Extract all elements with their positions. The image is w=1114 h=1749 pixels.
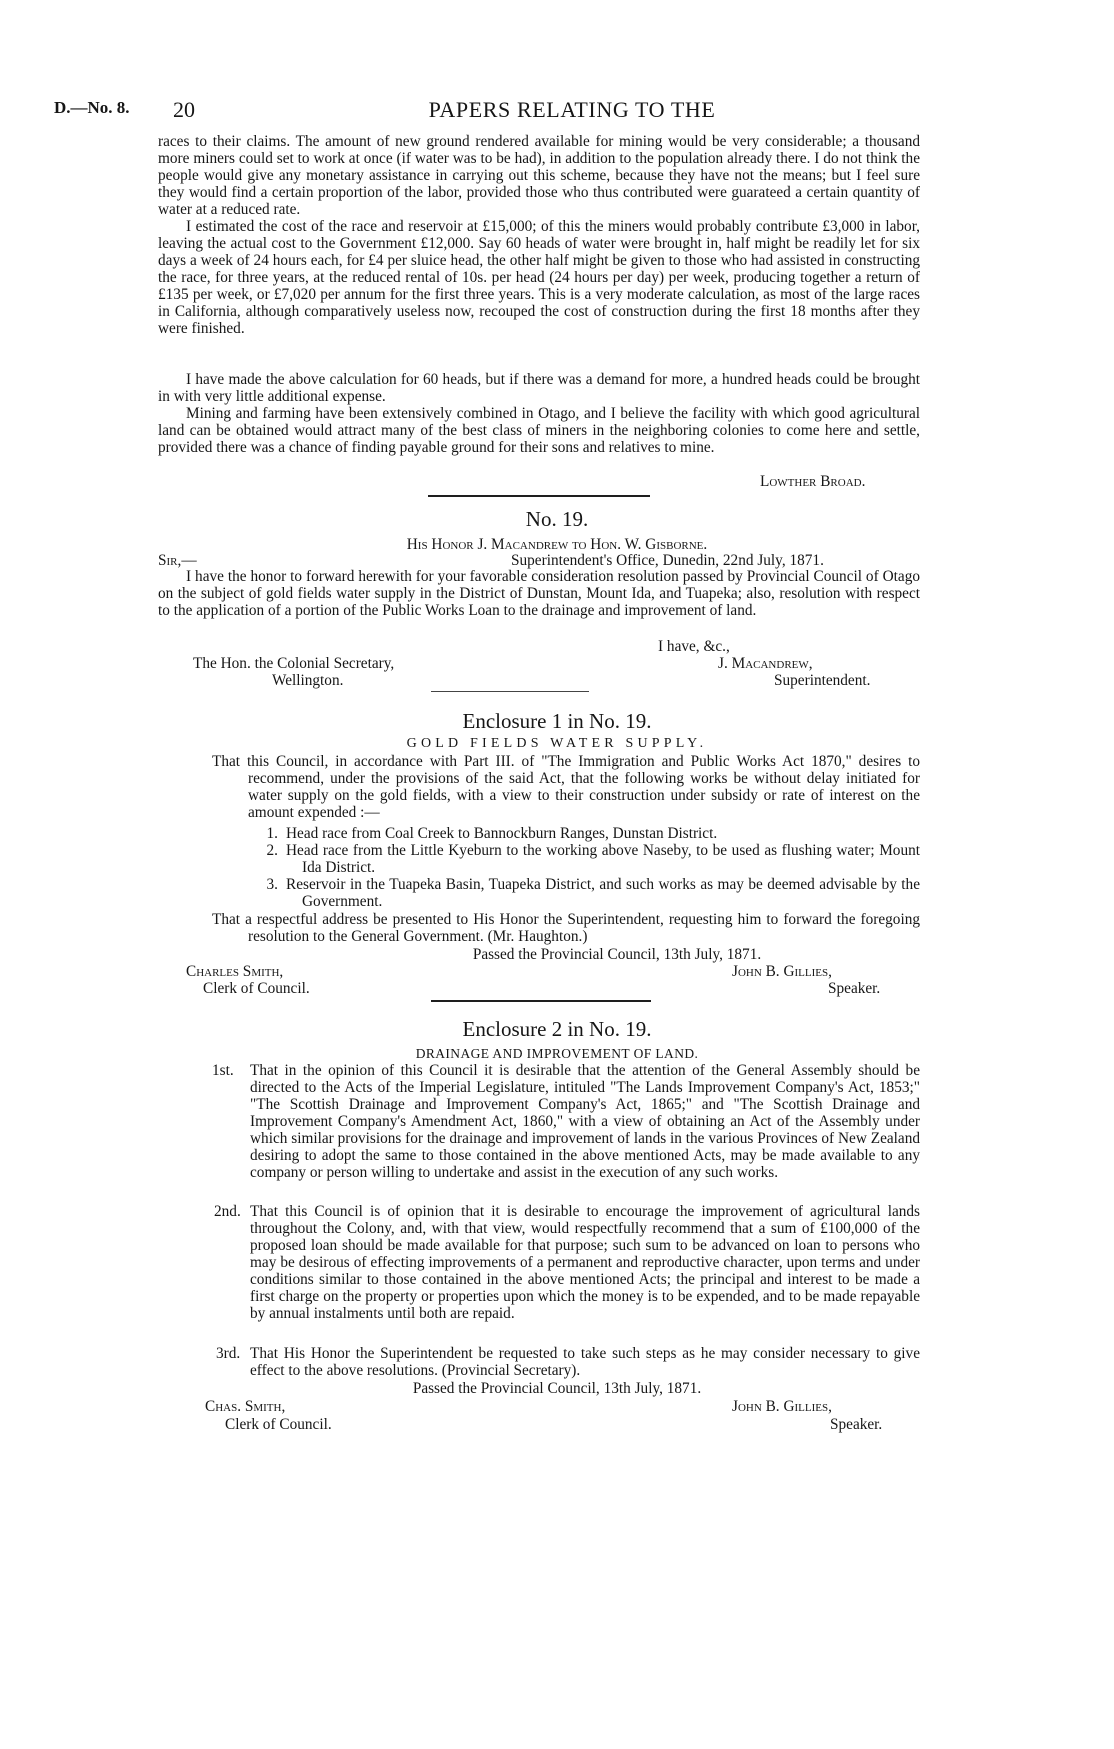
intro-paragraph-3: I have made the above calculation for 60 heads, but if there was a demand for more, a hundred heads could be brought in with very little additional expense.: [158, 371, 920, 405]
enclosure-1-resolution: That this Council, in accordance with Part III. of "The Immigration and Public Works Act 1870," desires to recommend, under the provisions of the said Act, that the following works be without delay initiated for water supply on the gold fields, with a view to their construction under subsidy or rate of interest on the amount expended :—: [212, 753, 920, 821]
enclosure-2-speaker-name: John B. Gillies,: [732, 1398, 832, 1415]
page-number: 20: [173, 97, 195, 122]
resolution-2-number: 2nd.: [214, 1203, 241, 1220]
enclosure-1-heading: Enclosure 1 in No. 19.: [462, 709, 652, 733]
resolution-1-number: 1st.: [212, 1062, 234, 1079]
letter-salutation: Sir,—: [158, 552, 197, 569]
enclosure-1-subheading: GOLD FIELDS WATER SUPPLY.: [406, 736, 708, 751]
section-divider: [428, 495, 650, 497]
letter-closing: I have, &c.,: [658, 638, 730, 655]
intro-paragraph-2: I estimated the cost of the race and reservoir at £15,000; of this the miners would probably contribute £3,000 in labor, leaving the actual cost to the Government £12,000. Say 60 heads of water were brought in, half might be readily let for six days a week of 24 hours each, for £4 per sluice head, the other half might be given to those who had assisted in constructing the race, for three years, at the reduced rental of 10s. per head (24 hours per day) per week, producing together a return of £135 per week, or £7,020 per annum for the first three years. This is a very moderate calculation, as most of the large races in California, although comparatively useless now, recouped the cost of construction during the first 18 months after they were finished.: [158, 218, 920, 337]
item-1-number: 1.: [266, 825, 278, 842]
enclosure-1-speaker-name: John B. Gillies,: [732, 963, 832, 980]
resolution-1-text: That in the opinion of this Council it is desirable that the attention of the General Assembly should be directed to the Acts of the Imperial Legislature, intituled "The Lands Improvement Company's Act, 1853;" "The Scottish Drainage and Improvement Company's Act, 1865;" and "The Scottish Drainage and Improvement Company's Amendment Act, 1860," with a view of obtaining an Act of the Assembly under which similar provisions for the drainage and improvement of lands in the various Provinces of New Zealand desiring to adopt the same to those contained in the above mentioned Acts, may be made available to any company or person willing to undertake and assist in the execution of any such works.: [250, 1062, 920, 1181]
letter-place-date: Superintendent's Office, Dunedin, 22nd July, 1871.: [511, 552, 824, 569]
enclosure-divider: [431, 691, 589, 692]
letter-body: I have the honor to forward herewith for your favorable consideration resolution passed by Provincial Council of Otago on the subject of gold fields water supply in the District of Dunstan, Mount Ida, and Tuapeka; also, resolution with respect to the application of a portion of the Public Works Loan to the drainage and improvement of land.: [158, 568, 920, 619]
enclosure-1-clerk-title: Clerk of Council.: [203, 980, 310, 997]
letter-signer: J. Macandrew,: [718, 655, 813, 672]
intro-paragraph-4: Mining and farming have been extensively combined in Otago, and I believe the facility with which good agricultural land can be obtained would attract many of the best class of miners in the neighboring colonies to come here and settle, provided there was a chance of finding payable ground for their sons and relatives to mine.: [158, 405, 920, 456]
letter-addressee-city: Wellington.: [272, 672, 344, 689]
enclosure-2-clerk-name: Chas. Smith,: [205, 1398, 286, 1415]
resolution-3-text: That His Honor the Superintendent be requested to take such steps as he may consider necessary to give effect to the above resolutions. (Provincial Secretary).: [250, 1345, 920, 1379]
item-1-text: Head race from Coal Creek to Bannockburn Ranges, Dunstan District.: [286, 825, 718, 842]
enclosure-divider: [431, 1000, 651, 1002]
enclosure-2-speaker-title: Speaker.: [830, 1416, 883, 1433]
enclosure-1-clerk-name: Charles Smith,: [186, 963, 284, 980]
item-3-text: Reservoir in the Tuapeka Basin, Tuapeka District, and such works as may be deemed advisable by the Government.: [286, 876, 920, 910]
running-title: PAPERS RELATING TO THE: [428, 97, 716, 122]
resolution-3-number: 3rd.: [216, 1345, 241, 1362]
letter-from-to: His Honor J. Macandrew to Hon. W. Gisborne.: [406, 536, 708, 553]
intro-paragraph-1: races to their claims. The amount of new ground rendered available for mining would be very considerable; a thousand more miners could set to work at once (if water was to be had), in addition to the population already there. I do not think the people would give any monetary assistance in carrying out this scheme, because they have not the means; but I feel sure they would find a certain proportion of the labor, provided those who thus contributed were guarateed a certain quantity of water at a reduced rate.: [158, 133, 920, 218]
resolution-2-text: That this Council is of opinion that it is desirable to encourage the improvement of agricultural lands throughout the Colony, and, with that view, would respectfully recommend that a sum of £100,000 of the proposed loan should be made available for that purpose; such sum to be advanced on loan to persons who may be desirous of effecting improvements of a permanent and reproductive character, upon terms and under conditions similar to those contained in the above mentioned Acts; the principal and interest to be made a first charge on the property or properties upon which the money is to be expended, and to be made repayable by annual instalments until both are repaid.: [250, 1203, 920, 1322]
enclosure-2-subheading: DRAINAGE AND IMPROVEMENT OF LAND.: [415, 1046, 699, 1061]
item-3-number: 3.: [266, 876, 278, 893]
enclosure-2-clerk-title: Clerk of Council.: [225, 1416, 332, 1433]
letter-addressee: The Hon. the Colonial Secretary,: [193, 655, 395, 672]
enclosure-1-passed: Passed the Provincial Council, 13th July, 1871.: [472, 946, 762, 963]
enclosure-2-passed: Passed the Provincial Council, 13th July, 1871.: [412, 1380, 702, 1397]
enclosure-1-speaker-title: Speaker.: [828, 980, 881, 997]
enclosure-1-address: That a respectful address be presented to His Honor the Superintendent, requesting him to forward the foregoing resolution to the General Government. (Mr. Haughton.): [212, 911, 920, 945]
item-2-text: Head race from the Little Kyeburn to the working above Naseby, to be used as flushing water; Mount Ida District.: [286, 842, 920, 876]
signature-lowther-broad: Lowther Broad.: [760, 473, 866, 490]
enclosure-2-heading: Enclosure 2 in No. 19.: [462, 1017, 652, 1041]
item-2-number: 2.: [266, 842, 278, 859]
letter-number-heading: No. 19.: [525, 507, 589, 531]
letter-signer-title: Superintendent.: [774, 672, 871, 689]
document-code: D.—No. 8.: [54, 98, 130, 117]
